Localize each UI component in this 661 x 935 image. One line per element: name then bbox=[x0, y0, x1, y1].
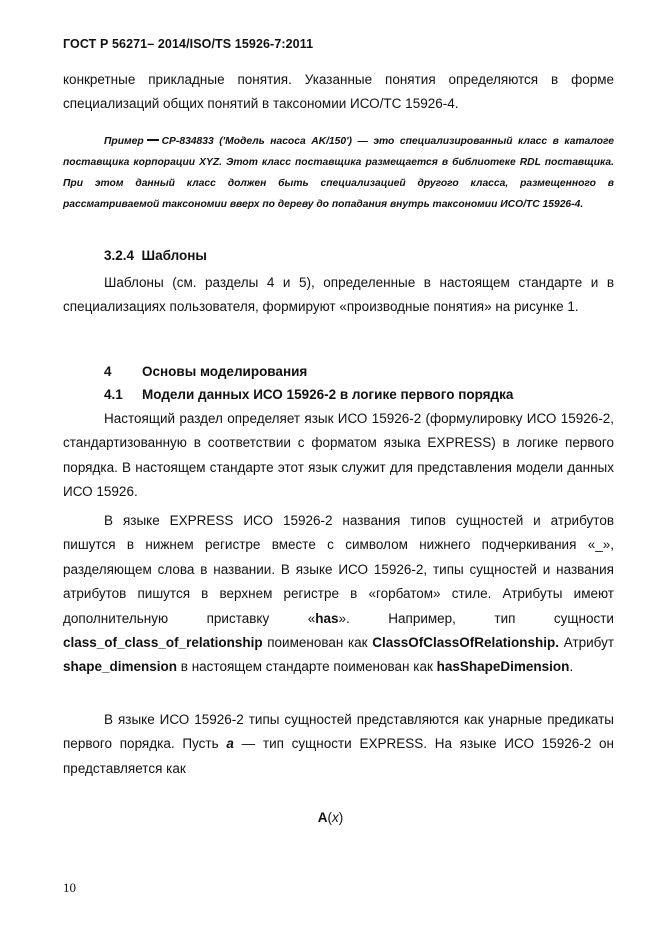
text-run: ». Например, тип сущности bbox=[338, 610, 614, 626]
section-4-heading bbox=[104, 364, 308, 379]
section-4-1-paragraph-2 bbox=[63, 509, 614, 680]
prefix-has: has bbox=[315, 610, 339, 626]
page-number: 10 bbox=[63, 880, 76, 895]
example-text: CP-834833 ('Модель насоса AK/150') — это специализированный класс в каталоге поставщика корпорации XYZ. Этот класс поставщика размещается в библиотеке RDL поставщика. При этом данный класс должен быть специализацией другого класса, размещенного в рассматриваемой таксономии вверх по дереву до попадания внутрь таксономии ИСО/ТС 15926-4. bbox=[63, 136, 614, 210]
section-4-1-paragraph-1: Настоящий раздел определяет язык ИСО 15926-2 (формулировку ИСО 15926-2, стандартизованную в соответствии с форматом языка EXPRESS) в логике первого порядка. В настоящем стандарте этот язык служит для представления модели данных ИСО 15926. bbox=[63, 411, 614, 500]
document-header: ГОСТ Р 56271– 2014/ISO/TS 15926-7:2011 bbox=[63, 37, 314, 51]
section-4-1-heading bbox=[104, 387, 514, 402]
text-run: Атрибут bbox=[559, 635, 614, 651]
dash-mark bbox=[147, 139, 159, 141]
text-run: В языке EXPRESS ИСО 15926-2 названия типов сущностей и атрибутов пишутся в нижнем регистре вместе с символом нижнего подчеркивания «_», разделяющем слова в названии. В языке ИСО 15926-2, типы сущностей и названия атрибутов пишутся в верхнем регистре в «горбатом» стиле. Атрибуты имеют дополнительную приставку « bbox=[63, 513, 614, 626]
text-run: . bbox=[569, 659, 574, 675]
text-run: в настоящем стандарте поименован как bbox=[177, 659, 437, 675]
formula-paren-close: ) bbox=[338, 810, 344, 825]
section-3-2-4-paragraph: Шаблоны (см. разделы 4 и 5), определенные в настоящем стандарте и в специализациях пользователя, формируют «производные понятия» на рисунке 1. bbox=[63, 275, 614, 315]
code-attribute-camel: hasShapeDimension bbox=[436, 659, 570, 675]
section-3-2-4-heading bbox=[104, 248, 207, 263]
section-number: 4 bbox=[104, 364, 112, 379]
section-number: 3.2.4 bbox=[104, 248, 135, 263]
code-camel-name: ClassOfClassOfRelationship. bbox=[372, 635, 560, 651]
intro-paragraph: конкретные прикладные понятия. Указанные понятия определяются в форме специализаций общих понятий в таксономии ИСО/ТС 15926-4. bbox=[63, 72, 614, 112]
example-label: Пример bbox=[104, 136, 144, 147]
section-title: Модели данных ИСО 15926-2 в логике первого порядка bbox=[142, 387, 514, 402]
code-entity-name: class_of_class_of_relationship bbox=[63, 635, 263, 651]
text-run: — тип сущности EXPRESS. На языке ИСО 15926-2 он представляется как bbox=[63, 736, 614, 776]
example-note bbox=[63, 131, 614, 215]
variable-a: a bbox=[226, 736, 234, 752]
text-run: поименован как bbox=[262, 635, 373, 651]
formula-paren-open: ( bbox=[327, 810, 332, 825]
text-run: В языке ИСО 15926-2 типы сущностей представляются как унарные предикаты первого порядка. Пусть bbox=[63, 712, 614, 752]
code-attribute-name: shape_dimension bbox=[63, 659, 178, 675]
formula-argument: x bbox=[332, 810, 339, 825]
section-4-1-paragraph-3 bbox=[63, 708, 614, 781]
section-title: Основы моделирования bbox=[142, 364, 308, 379]
formula bbox=[0, 810, 661, 825]
section-number: 4.1 bbox=[104, 387, 123, 402]
formula-function: A bbox=[317, 810, 328, 825]
section-title: Шаблоны bbox=[141, 248, 207, 263]
